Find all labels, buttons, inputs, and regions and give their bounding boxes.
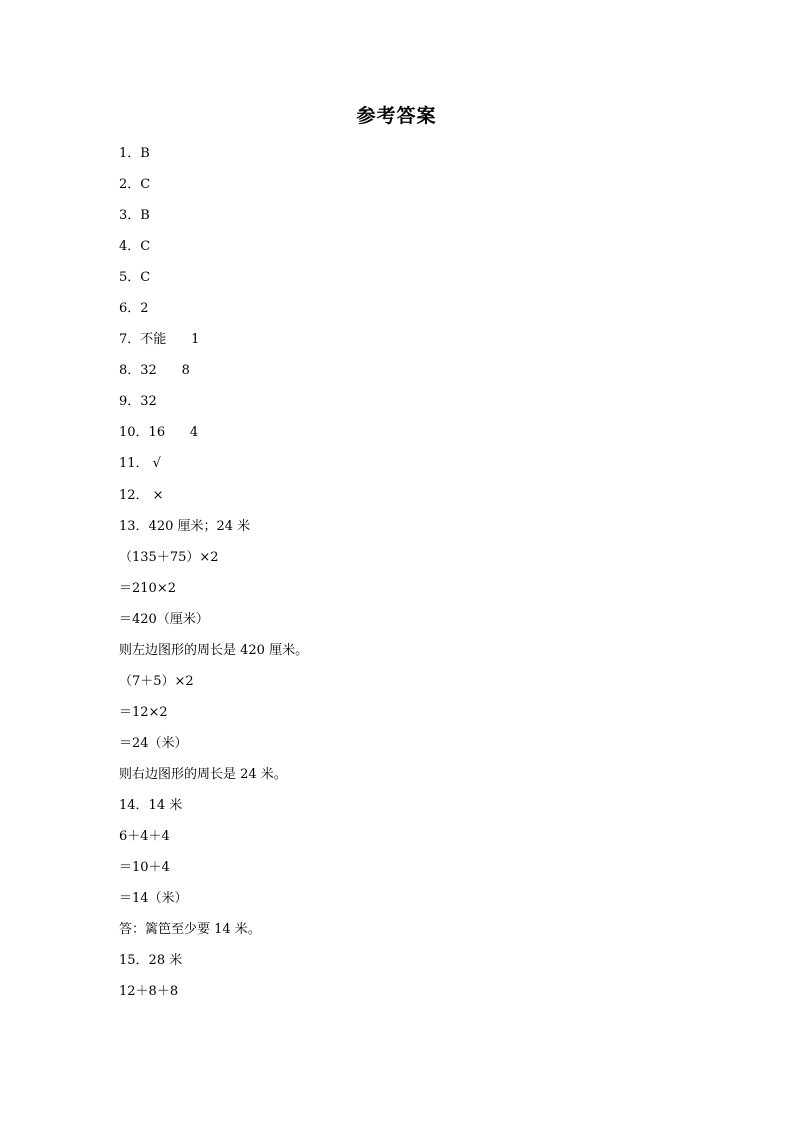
answer-line-8: 8．32 8 [119,363,190,379]
answer-line-1: 1．B [119,146,150,161]
answer-line-7: 7．不能 1 [119,332,200,348]
calc-line: ＝420（厘米） [119,611,209,627]
answer-line-6: 6．2 [119,301,149,317]
answer-line-15: 15．28 米 [119,953,183,969]
calc-line: （135＋75）×2 [119,549,219,565]
calc-line: ＝210×2 [119,580,176,596]
answer-line-11: 11． √ [119,456,161,472]
answer-line-4: 4．C [119,239,151,255]
answer-line-13: 13．420 厘米；24 米 [119,518,251,534]
answer-line-14: 14．14 米 [119,797,183,813]
conclusion-line: 则左边图形的周长是 420 厘米。 [119,642,309,658]
answer-line-9: 9．32 [119,394,157,410]
answer-line-5: 5．C [119,270,151,286]
page-title: 参考答案 [356,105,437,127]
answer-line-10: 10．16 4 [119,425,199,441]
calc-line: 12＋8＋8 [119,984,179,1000]
calc-line: ＝10＋4 [119,860,170,876]
answer-line-2: 2．C [119,177,151,193]
calc-line: ＝24（米） [119,735,188,751]
answer-list [119,143,308,1012]
calc-line: ＝12×2 [119,704,168,720]
calc-line: ＝14（米） [119,891,188,907]
calc-line: 6＋4＋4 [119,829,170,845]
conclusion-line: 则右边图形的周长是 24 米。 [119,766,287,782]
calc-line: （7＋5）×2 [119,673,194,689]
answer-line-12: 12． × [119,487,164,503]
answer-line-3: 3．B [119,208,150,224]
conclusion-line: 答：篱笆至少要 14 米。 [119,922,261,938]
